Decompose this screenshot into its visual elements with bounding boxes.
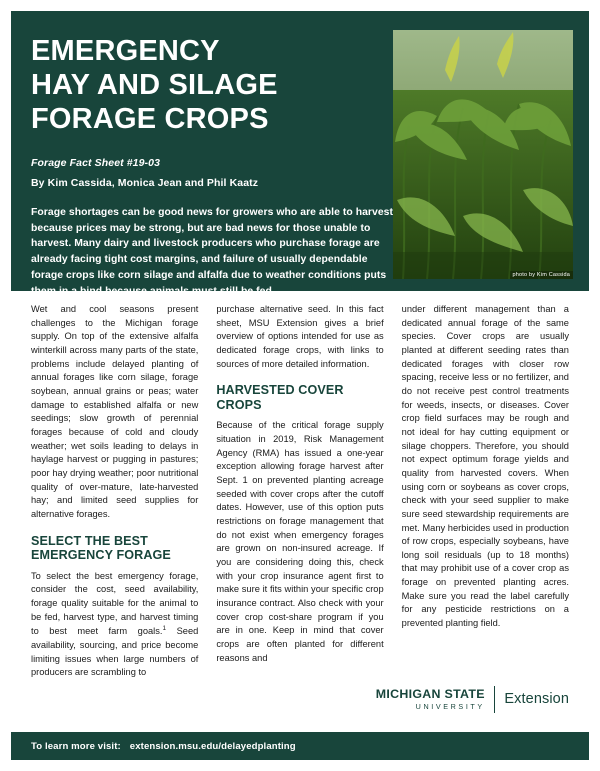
left-paragraph-2 bbox=[31, 570, 198, 680]
heading-line-1: SELECT THE BEST bbox=[31, 533, 148, 548]
column-left bbox=[31, 303, 198, 689]
extension-wordmark: Extension bbox=[504, 691, 569, 707]
title-line-3: FORAGE CROPS bbox=[31, 102, 269, 135]
heading-harvested-cover-crops bbox=[216, 383, 383, 412]
fact-sheet-number: Forage Fact Sheet #19-03 bbox=[31, 156, 161, 169]
footer-label: To learn more visit: bbox=[31, 740, 121, 752]
heading-line-1: HARVESTED COVER bbox=[216, 383, 344, 398]
column-right bbox=[402, 303, 569, 689]
corn-field-photo bbox=[393, 30, 573, 279]
column-middle bbox=[216, 303, 383, 689]
title-line-1: EMERGENCY bbox=[31, 35, 220, 67]
footer-url-link[interactable]: extension.msu.edu/delayedplanting bbox=[129, 740, 296, 752]
page-title bbox=[31, 35, 391, 137]
middle-paragraph-1: purchase alternative seed. In this fact sheet, MSU Extension gives a brief overview of options intended for use as dedicated forage crops, with links to sources of more detailed information. bbox=[216, 304, 384, 369]
heading-select-best-emergency-forage bbox=[31, 534, 198, 563]
left-paragraph-2-text: To select the best emergency forage, consider the cost, seed availability, forage quality suitable for the animal to be fed, harvest type, and harvest timing to best meet farm goals. bbox=[31, 570, 199, 637]
middle-paragraph-2: Because of the critical forage supply situation in 2019, Risk Management Agency (RMA) has issued a one-year exception allowing forage harvest after Sept. 1 on prevented planting acreage seeded with cover crops after the cutoff dates. However, use of this option puts restrictions on forage management that do not exist when emergency forages are grown on non-insured acreage. If you are considering doing this, check with your crop insurance agent first to make sure it fits within your specific crop insurance contract. Also check with your cover crop cost-share program if you are in one. Keep in mind that cover crops are often planted for different reasons and bbox=[216, 420, 384, 663]
lede-paragraph: Forage shortages can be good news for growers who are able to harvest because prices may be strong, but are bad news for those unable to harvest. Many dairy and livestock producers who purchase forage are already facing tight cost margins, and failure of usually dependable forage crops like corn silage and alfalfa due to weather conditions puts them in a bind because animals must still be fed. bbox=[31, 206, 394, 297]
msu-wordmark-line-2: UNIVERSITY bbox=[415, 701, 485, 711]
right-paragraph-1: under different management than a dedicated annual forage of the same species. Cover crops are usually planted at different seeding rates than dedicated forages with closer row spacing, receive less or no fertilizer, and do not receive pest control treatments for weeds, insects, or diseases. Cover crop field surfaces may be rough and not ideal for hay cutting equipment or silage choppers. Therefore, you should not expect optimum forage yields and quality from harvested covers. When using corn or soybeans as cover crops, check with your seed supplier to make sure seed stewardship requirements are met. Many herbicides used in production of row crops, especially soybeans, have long soil residuals (up to 18 months) that may prohibit use of a cover crop as forage on prevented planting acres. Make sure you read the label carefully for any pesticide restrictions on a prevented planting field. bbox=[401, 304, 569, 629]
left-paragraph-2-cont: Seed availability, sourcing, and price become limiting issues when large numbers of producers are scrambling to bbox=[31, 626, 199, 678]
article-body bbox=[11, 291, 589, 689]
footer-bar bbox=[11, 732, 589, 760]
heading-line-2: CROPS bbox=[216, 397, 262, 412]
msu-extension-logo bbox=[376, 684, 569, 714]
footnote-marker: 1 bbox=[162, 625, 167, 633]
header-banner bbox=[11, 11, 589, 297]
photo-credit: photo by Kim Cassida bbox=[510, 271, 574, 279]
left-paragraph-1: Wet and cool seasons present challenges to the Michigan forage supply. On top of the extensive alfalfa winterkill across many parts of the state, problems include delayed planting of annual forages like corn silage, forage soybean, annual grains or peas; water damage to established alfalfa or new seedings; slow growth of perennial forages because of cold and cloudy weather; wet soils leading to delays in haylage harvest or pugging in pastures; poor hay drying weather; poor nutritional quality of over-mature, late-harvested hay; and limited seed supplies for alternative forages. bbox=[31, 304, 199, 519]
heading-line-2: EMERGENCY FORAGE bbox=[31, 548, 171, 563]
title-line-2: HAY AND SILAGE bbox=[31, 68, 278, 101]
msu-wordmark bbox=[376, 688, 494, 710]
fact-sheet bbox=[11, 11, 589, 760]
byline: By Kim Cassida, Monica Jean and Phil Kaatz bbox=[31, 176, 259, 189]
msu-wordmark-line-1: MICHIGAN STATE bbox=[375, 687, 485, 702]
